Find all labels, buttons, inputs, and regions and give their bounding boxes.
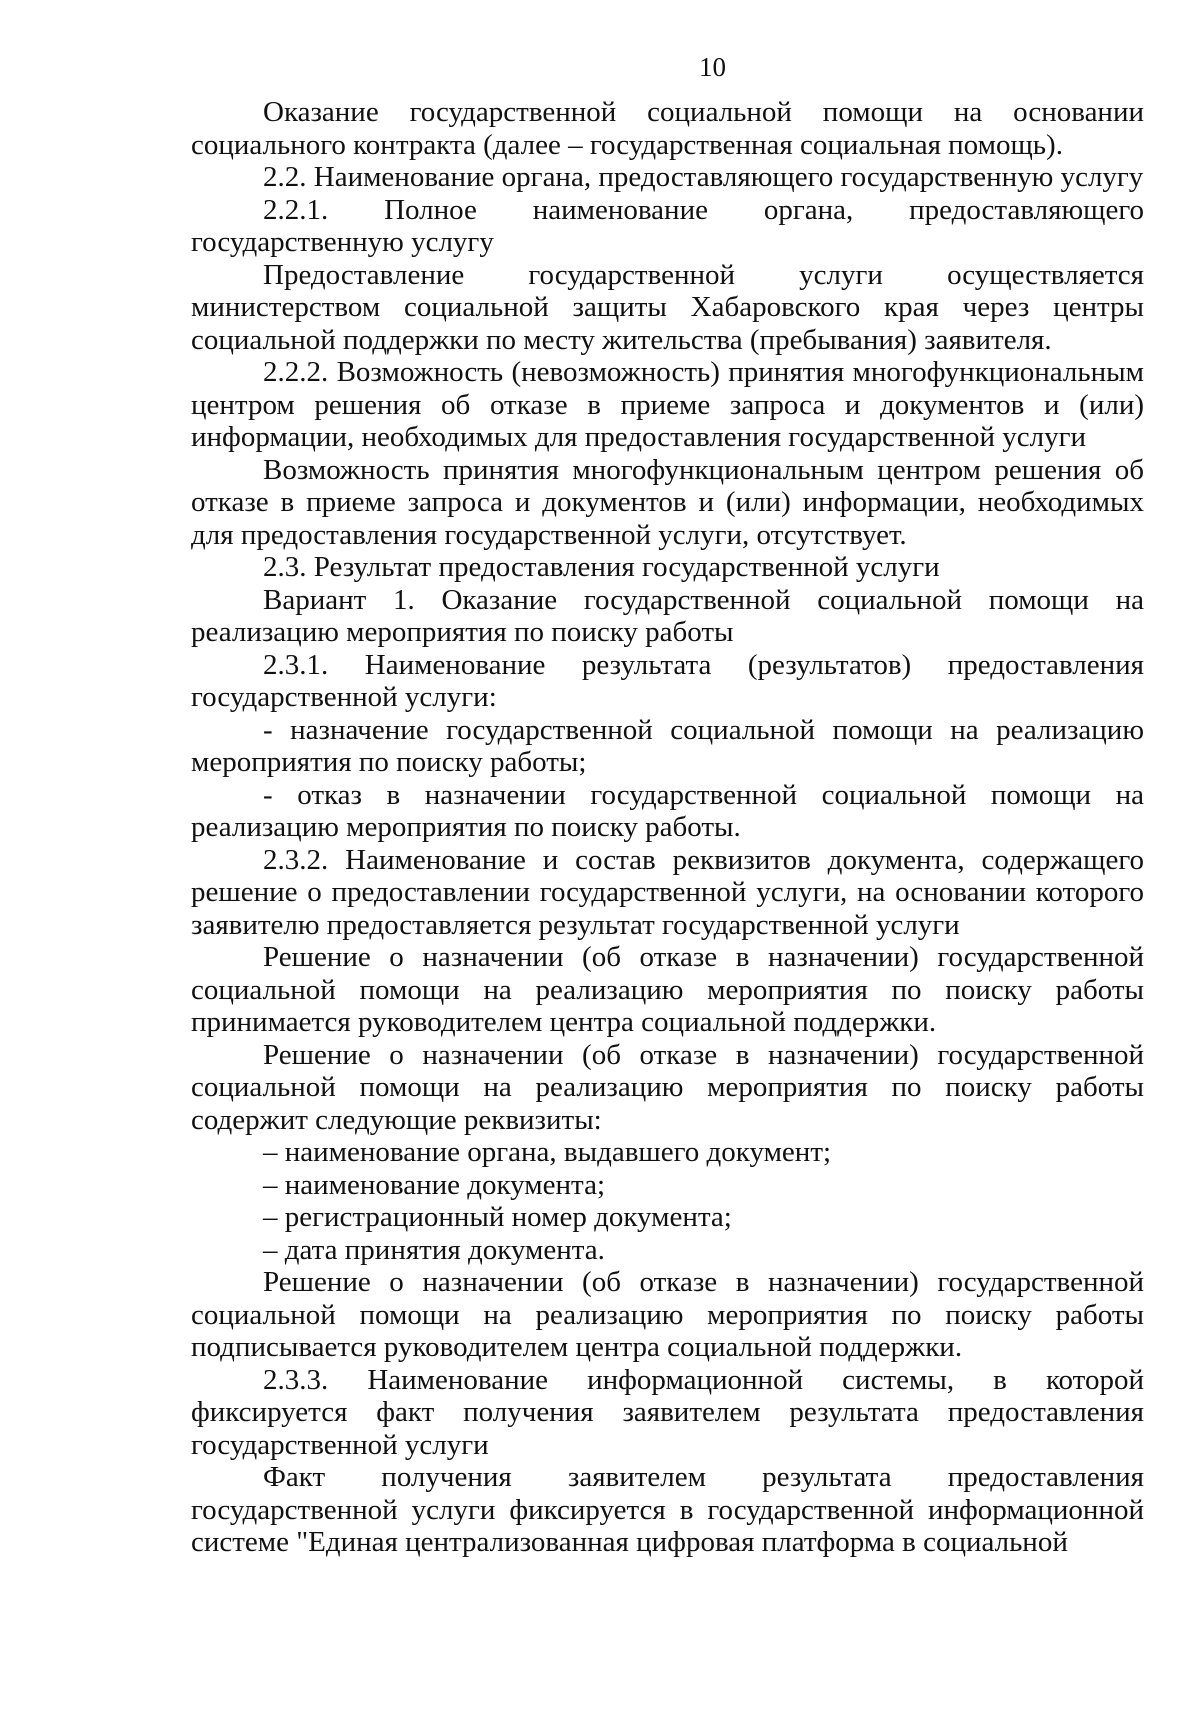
- result-item-assignment: - назначение государственной социальной помощи на реализацию мероприятия по поиску работы;: [191, 713, 1144, 778]
- page-number: 10: [699, 52, 726, 82]
- requisite-item-registration-number: – регистрационный номер документа;: [263, 1201, 732, 1233]
- paragraph-decision-signed: Решение о назначении (об отказе в назначении) государственной социальной помощи на реализацию мероприятия по поиску работы подписывается руководителем центра социальной поддержки.: [191, 1266, 1144, 1363]
- heading-2-2-2: 2.2.2. Возможность (невозможность) принятия многофункциональным центром решения об отказе в приеме запроса и документов и (или) информации, необходимых для предоставления государственной услуги: [191, 356, 1144, 453]
- requisite-item-date: – дата принятия документа.: [263, 1233, 605, 1266]
- paragraph-variant-1: Вариант 1. Оказание государственной социальной помощи на реализацию мероприятия по поиску работы: [191, 583, 1144, 648]
- heading-2-3-1: 2.3.1. Наименование результата (результатов) предоставления государственной услуги:: [191, 648, 1144, 713]
- heading-2-3-2: 2.3.2. Наименование и состав реквизитов документа, содержащего решение о предоставлении государственной услуги, на основании которого заявителю предоставляется результат государственной услуги: [191, 843, 1144, 941]
- heading-2-2-1: 2.2.1. Полное наименование органа, предоставляющего государственную услугу: [191, 193, 1144, 258]
- paragraph-decision-requisites: Решение о назначении (об отказе в назначении) государственной социальной помощи на реализацию мероприятия по поиску работы содержит следующие реквизиты:: [191, 1038, 1144, 1136]
- heading-2-2: 2.2. Наименование органа, предоставляющего государственную услугу: [263, 161, 1144, 193]
- paragraph-information-system: Факт получения заявителем результата предоставления государственной услуги фиксируется в государственной информационной системе "Единая централизованная цифровая платформа в социальной: [191, 1461, 1144, 1558]
- paragraph-social-contract-intro: Оказание государственной социальной помощи на основании социального контракта (далее – государственная социальная помощь).: [191, 96, 1144, 161]
- requisite-item-document-name: – наименование документа;: [263, 1168, 605, 1201]
- paragraph-mfc-refusal: Возможность принятия многофункциональным центром решения об отказе в приеме запроса и документов и (или) информации, необходимых для предоставления государственной услуги, отсутствует.: [191, 453, 1144, 551]
- paragraph-provider: Предоставление государственной услуги осуществляется министерством социальной защиты Хабаровского края через центры социальной поддержки по месту жительства (пребывания) заявителя.: [191, 258, 1144, 356]
- result-item-refusal: - отказ в назначении государственной социальной помощи на реализацию мероприятия по поиску работы.: [191, 778, 1144, 843]
- heading-2-3-3: 2.3.3. Наименование информационной системы, в которой фиксируется факт получения заявителем результата предоставления государственной услуги: [191, 1363, 1144, 1461]
- heading-2-3: 2.3. Результат предоставления государственной услуги: [263, 551, 940, 583]
- paragraph-decision-made: Решение о назначении (об отказе в назначении) государственной социальной помощи на реализацию мероприятия по поиску работы принимается руководителем центра социальной поддержки.: [191, 941, 1144, 1038]
- requisite-item-issuer: – наименование органа, выдавшего документ;: [263, 1136, 832, 1168]
- document-body: [191, 96, 1144, 1559]
